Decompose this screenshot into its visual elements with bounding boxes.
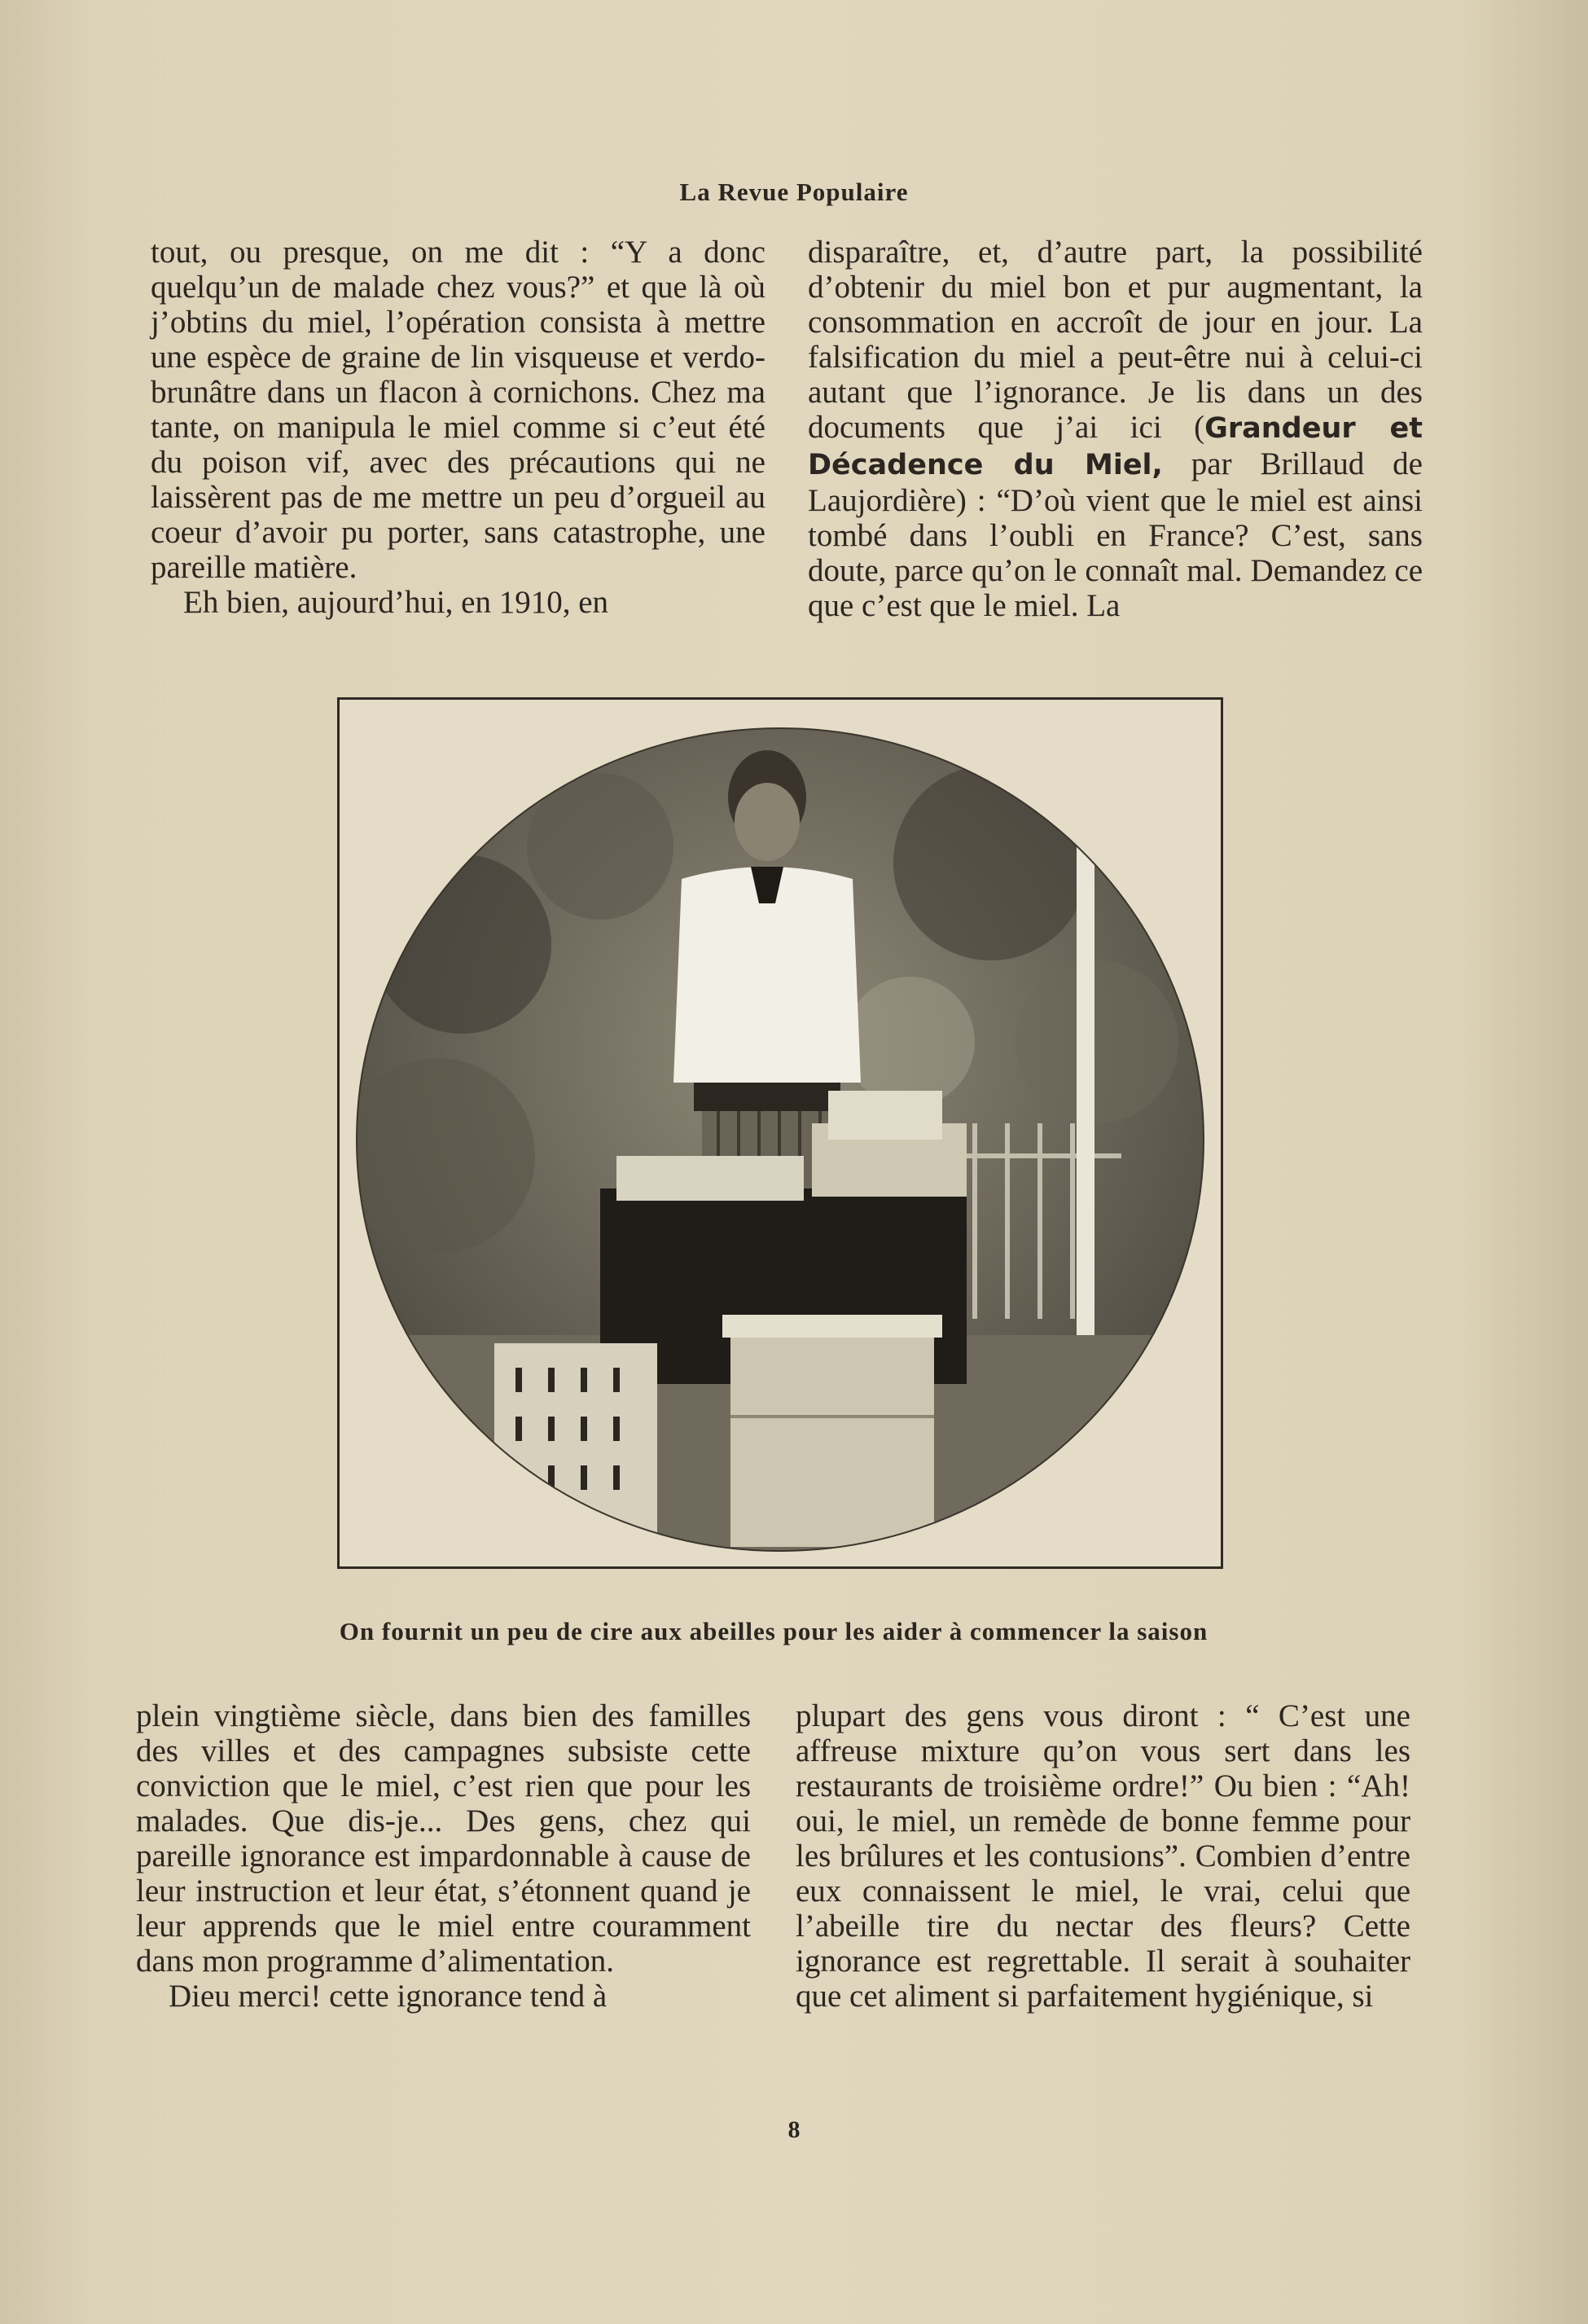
paragraph: plupart des gens vous diront : “ C’est une affreuse mixture qu’on vous sert dans les restaurants de troisième ordre!” Ou bien : “Ah! oui, le miel, un remède de bonne femme pour les brûlures et les contusions”. Combien d’entre eux connaissent le miel, le vrai, celui que l’abeille tire du nectar des fleurs? Cette ignorance est regrettable. Il serait à souhaiter que cet aliment si parfaitement hygiénique, si [796, 1698, 1410, 2014]
photo-frame [337, 697, 1223, 1569]
book-title: Grandeur et Décadence du Miel, [808, 412, 1423, 481]
column-top-left [151, 235, 765, 620]
paragraph: tout, ou presque, on me dit : “Y a donc quelqu’un de malade chez vous?” et que là où j’obtins du miel, l’opération consista à mettre une espèce de graine de lin visqueuse et verdo-brunâtre dans un flacon à cornichons. Chez ma tante, on manipula le miel comme si c’eut été du poison vif, avec des précautions qui ne laissèrent pas de me mettre un peu d’orgueil au coeur d’avoir pu porter, sans catastrophe, une pareille matière. [151, 235, 765, 585]
text-run: par Brillaud de Laujordière) : “D’où vient que le miel est ainsi tombé dans l’oubli en France? C’est, sans doute, parce qu’on le connaît mal. Demandez ce que c’est que le miel. La [808, 446, 1423, 623]
circular-photo-beekeeper-icon [340, 700, 1221, 1566]
running-head: La Revue Populaire [679, 178, 909, 206]
photo-caption: On fournit un peu de cire aux abeilles pour les aider à commencer la saison [339, 1617, 1209, 1645]
text-run: disparaître, et, d’autre part, la possibilité d’obtenir du miel bon et pur augmentant, la consommation en accroît de jour en jour. La falsification du miel a peut-être nui à celui-ci autant que l’ignorance. Je lis dans un des documents que j’ai ici ( [808, 235, 1423, 445]
column-top-right [808, 235, 1423, 623]
paragraph: Dieu merci! cette ignorance tend à [169, 1979, 608, 2014]
paragraph: Eh bien, aujourd’hui, en 1910, en [183, 585, 609, 620]
paragraph [808, 235, 1423, 623]
column-bottom-left [136, 1698, 751, 2014]
column-bottom-right [796, 1698, 1410, 2014]
paragraph: plein vingtième siècle, dans bien des familles des villes et des campagnes subsiste cette conviction que le miel, c’est rien que pour les malades. Que dis-je... Des gens, chez qui pareille ignorance est impardonnable à cause de leur instruction et leur état, s’étonnent quand je leur apprends que le miel entre couramment dans mon programme d’alimentation. [136, 1698, 751, 1979]
page-number: 8 [787, 2116, 801, 2143]
